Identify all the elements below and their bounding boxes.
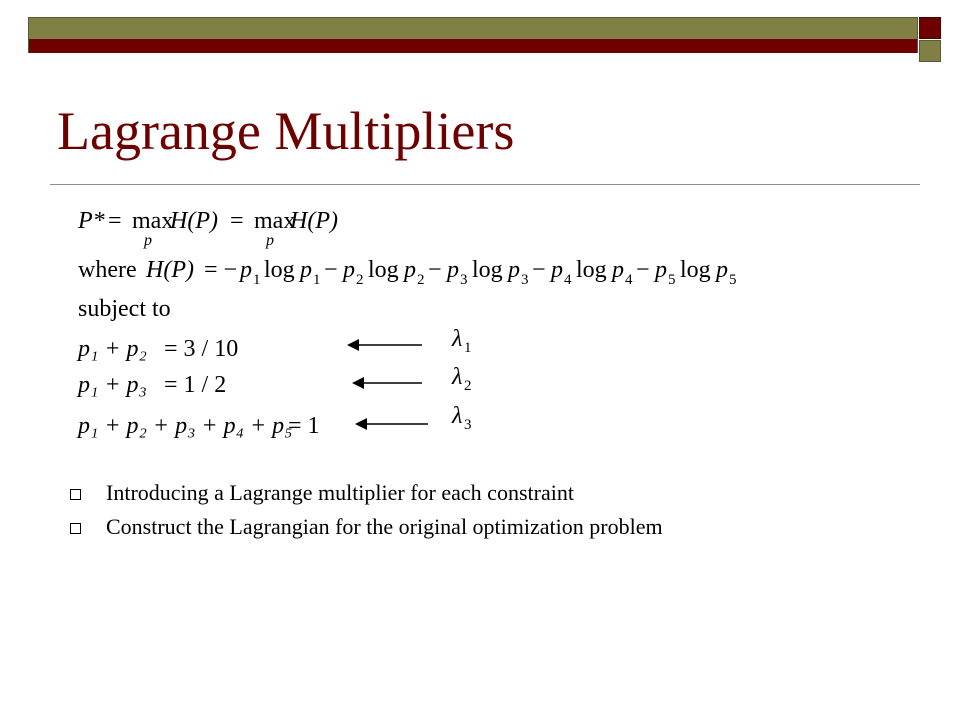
term3-coef: p	[447, 257, 459, 283]
term4-arg-idx: 4	[625, 272, 633, 288]
square-bullet-icon	[70, 523, 81, 534]
term3-arg-idx: 3	[521, 272, 529, 288]
term5-arg-idx: 5	[729, 272, 737, 288]
square-bullet-icon	[70, 489, 81, 500]
constraint-2-rhs: = 1 / 2	[164, 372, 227, 398]
constraint-2-lhs: p₁ + p₃	[78, 372, 147, 398]
term1-arg-idx: 1	[313, 272, 321, 288]
term2-arg-idx: 2	[417, 272, 425, 288]
constraint-1-rhs: = 3 / 10	[164, 336, 239, 362]
bullet-text: Introducing a Lagrange multiplier for each constraint	[106, 480, 574, 505]
term4-arg: p	[612, 257, 624, 283]
objective-max2: max	[254, 208, 296, 234]
objective-max1: max	[132, 208, 174, 234]
term3-log: log	[472, 257, 503, 283]
term4-sign: −	[532, 257, 546, 283]
term4-coef: p	[551, 257, 563, 283]
constraint-3-lhs: p₁ + p₂ + p₃ + p₄ + p₅	[78, 413, 293, 439]
objective-equation	[77, 208, 338, 249]
constraint-2	[76, 364, 472, 398]
term2-coef-idx: 2	[356, 272, 364, 288]
term2-log: log	[368, 257, 399, 283]
term3-sign: −	[428, 257, 442, 283]
term2-arg: p	[404, 257, 416, 283]
term2-sign: −	[324, 257, 338, 283]
objective-eq1: =	[108, 208, 122, 234]
bullet-text: Construct the Lagrangian for the original optimization problem	[106, 514, 663, 539]
term3-arg: p	[508, 257, 520, 283]
lambda-1-index: 1	[464, 340, 472, 356]
constraint-1-lhs: p₁ + p₂	[78, 336, 147, 362]
slide-title: Lagrange Multipliers	[57, 101, 515, 161]
objective-f1: H(P)	[170, 208, 218, 234]
objective-sub1: p	[144, 232, 152, 249]
entropy-eq: = −	[204, 257, 238, 283]
term4-coef-idx: 4	[564, 272, 572, 288]
constraint-3-rhs: = 1	[288, 413, 320, 439]
term1-coef-idx: 1	[253, 272, 261, 288]
term1-arg: p	[300, 257, 312, 283]
subject-to-label: subject to	[78, 296, 171, 322]
where-label: where	[78, 257, 137, 283]
term5-coef: p	[655, 257, 667, 283]
term5-sign: −	[636, 257, 650, 283]
term2-coef: p	[343, 257, 355, 283]
lambda-3-index: 3	[464, 417, 472, 433]
lambda-3-symbol: λ	[452, 403, 463, 429]
term1-log: log	[264, 257, 295, 283]
term1-coef: p	[240, 257, 252, 283]
entropy-definition	[78, 257, 737, 288]
constraint-1	[76, 326, 472, 362]
term5-coef-idx: 5	[668, 272, 676, 288]
objective-lhs: P*	[78, 208, 105, 234]
objective-f2: H(P)	[290, 208, 338, 234]
term4-log: log	[576, 257, 607, 283]
lambda-2-symbol: λ	[452, 364, 463, 390]
objective-eq2: =	[230, 208, 244, 234]
term5-arg: p	[716, 257, 728, 283]
objective-sub2: p	[266, 232, 274, 249]
lambda-2-index: 2	[464, 378, 472, 394]
lambda-1-symbol: λ	[452, 326, 463, 352]
constraint-3	[76, 403, 472, 439]
entropy-lhs: H(P)	[146, 257, 194, 283]
term5-log: log	[680, 257, 711, 283]
term3-coef-idx: 3	[460, 272, 468, 288]
